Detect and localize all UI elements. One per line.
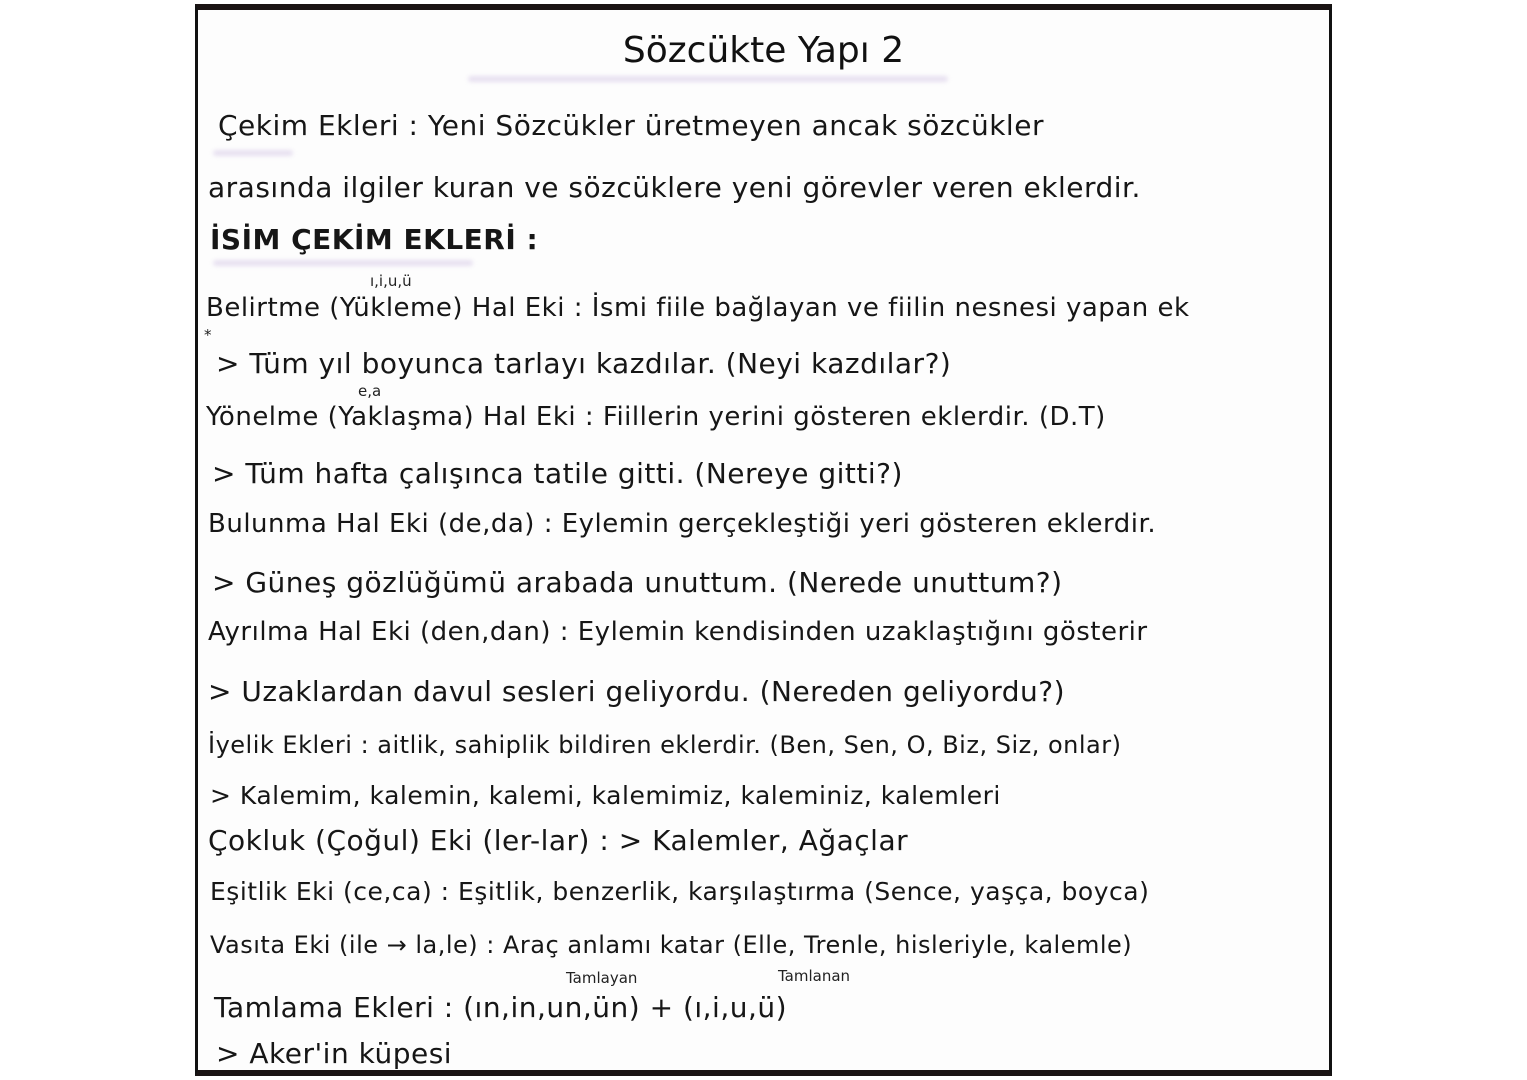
annotation: e,a — [358, 382, 382, 400]
example-line: > Kalemim, kalemin, kalemi, kalemimiz, kaleminiz, kalemleri — [210, 781, 1001, 810]
text-line: Tamlama Ekleri : (ın,in,un,ün) + (ı,i,u,ü) — [214, 991, 788, 1024]
text-line: Yönelme (Yaklaşma) Hal Eki : Fiillerin yerini gösteren eklerdir. (D.T) — [206, 402, 1106, 432]
text-line: Ayrılma Hal Eki (den,dan) : Eylemin kendisinden uzaklaştığını gösterir — [208, 617, 1148, 647]
handwritten-note-page — [195, 4, 1332, 1076]
example-line: > Uzaklardan davul sesleri geliyordu. (Nereden geliyordu?) — [208, 675, 1066, 708]
text-line: İyelik Ekleri : aitlik, sahiplik bildiren eklerdir. (Ben, Sen, O, Biz, Siz, onlar) — [208, 731, 1122, 759]
section-heading: İSİM ÇEKİM EKLERİ : — [210, 223, 539, 256]
annotation: Tamlanan — [778, 967, 851, 985]
annotation: Tamlayan — [566, 969, 638, 987]
text-line: Vasıta Eki (ile → la,le) : Araç anlamı katar (Elle, Trenle, hisleriyle, kalemle) — [210, 931, 1133, 959]
bleed-through-mark — [468, 76, 948, 82]
text-line: arasında ilgiler kuran ve sözcüklere yeni görevler veren eklerdir. — [208, 171, 1141, 204]
annotation: ı,i,u,ü — [370, 272, 412, 290]
star-icon: * — [204, 326, 212, 344]
bleed-through-mark — [213, 260, 473, 266]
text-line: Çokluk (Çoğul) Eki (ler-lar) : > Kalemler, Ağaçlar — [208, 824, 909, 857]
example-line: > Tüm yıl boyunca tarlayı kazdılar. (Neyi kazdılar?) — [216, 347, 952, 380]
background-left — [0, 0, 195, 1080]
example-line: > Güneş gözlüğümü arabada unuttum. (Nerede unuttum?) — [212, 566, 1063, 599]
text-line: Çekim Ekleri : Yeni Sözcükler üretmeyen ancak sözcükler — [218, 109, 1044, 142]
text-line: Eşitlik Eki (ce,ca) : Eşitlik, benzerlik, karşılaştırma (Sence, yaşça, boyca) — [210, 877, 1150, 906]
example-line: > Aker'in küpesi — [216, 1037, 453, 1070]
text-line: Belirtme (Yükleme) Hal Eki : İsmi fiile bağlayan ve fiilin nesnesi yapan ek — [206, 293, 1190, 323]
bleed-through-mark — [213, 150, 293, 156]
example-line: > Tüm hafta çalışınca tatile gitti. (Nereye gitti?) — [212, 457, 903, 490]
page-title: Sözcükte Yapı 2 — [622, 30, 905, 71]
text-line: Bulunma Hal Eki (de,da) : Eylemin gerçekleştiği yeri gösteren eklerdir. — [208, 509, 1157, 539]
